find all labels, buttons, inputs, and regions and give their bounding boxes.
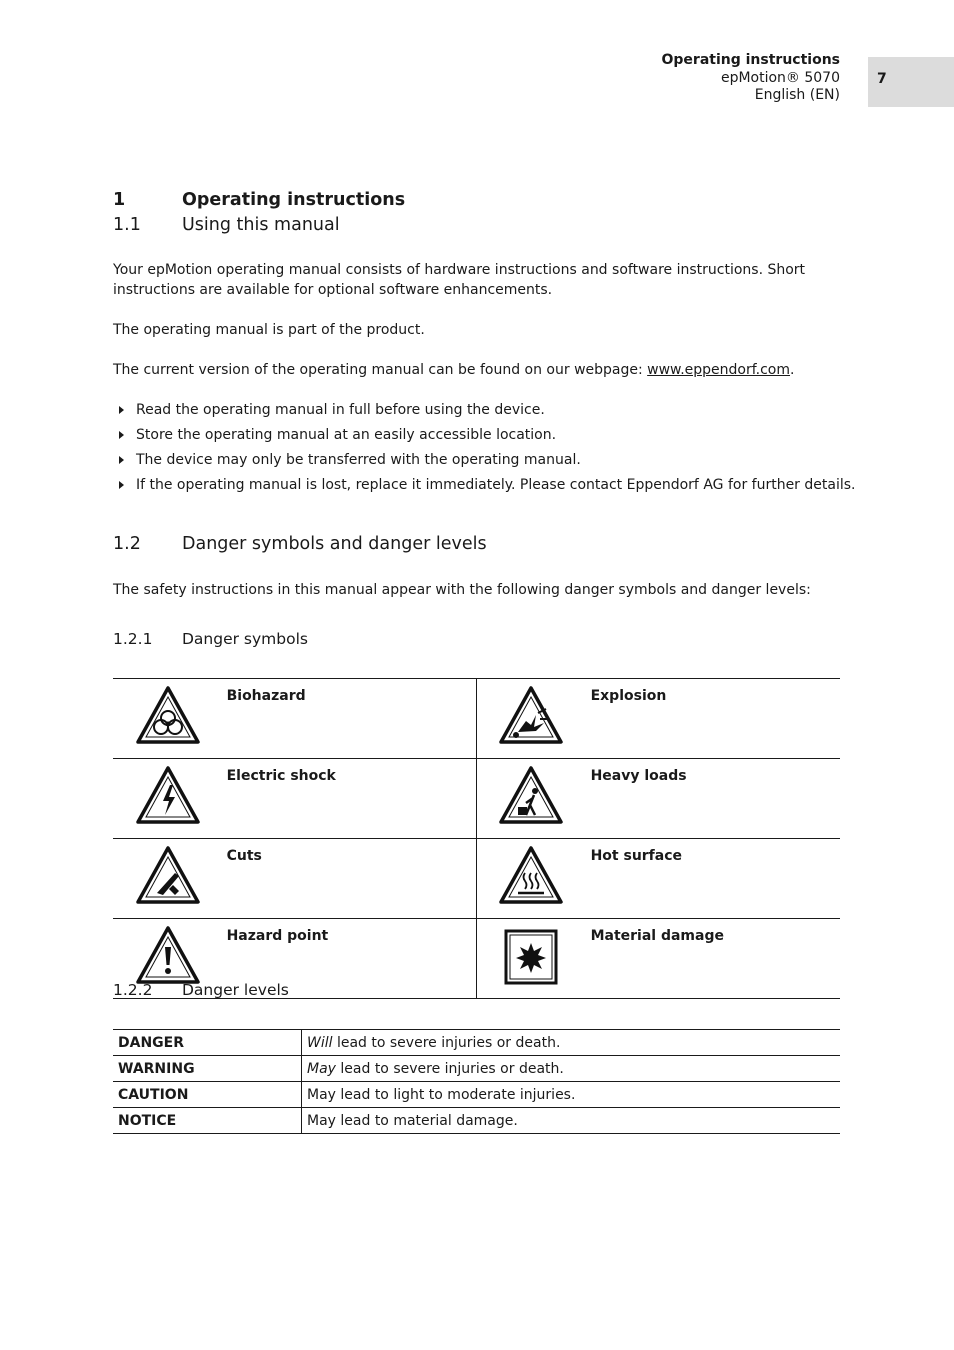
heading-number: 1.1 <box>113 215 141 235</box>
paragraph-part-of-product: The operating manual is part of the product. <box>113 322 425 338</box>
paragraph-current-version: The current version of the operating manual can be found on our webpage: www.eppendorf.com. <box>113 362 795 378</box>
heading-text: Danger levels <box>182 981 289 999</box>
header-language: English (EN) <box>754 87 840 103</box>
symbol-label: Explosion <box>591 679 840 759</box>
hazard-point-icon <box>135 925 201 985</box>
heavy-loads-icon <box>498 765 564 825</box>
danger-levels-table <box>113 1029 840 1134</box>
bullet-arrow-icon <box>119 406 124 414</box>
symbol-label: Cuts <box>227 839 477 919</box>
bullet-arrow-icon <box>119 431 124 439</box>
table-row <box>113 1056 840 1082</box>
danger-symbols-table <box>113 678 840 999</box>
table-row <box>113 1108 840 1134</box>
level-description: May lead to light to moderate injuries. <box>302 1082 841 1108</box>
header-product: epMotion® 5070 <box>720 69 840 86</box>
table-row <box>113 1082 840 1108</box>
heading-text: Danger symbols and danger levels <box>182 534 487 554</box>
page-header <box>662 52 841 105</box>
explosion-icon <box>498 685 564 745</box>
eppendorf-link[interactable]: www.eppendorf.com <box>647 362 791 378</box>
symbol-label: Hot surface <box>591 839 840 919</box>
electric-shock-icon <box>135 765 201 825</box>
heading-number: 1 <box>113 190 126 210</box>
heading-text: Danger symbols <box>182 630 308 648</box>
hot-surface-icon <box>498 845 564 905</box>
level-description: Will lead to severe injuries or death. <box>302 1030 841 1056</box>
symbol-label: Heavy loads <box>591 759 840 839</box>
page-number: 7 <box>877 71 887 87</box>
table-row <box>113 759 840 839</box>
heading-text: Using this manual <box>182 215 340 235</box>
cuts-icon <box>135 845 201 905</box>
heading-number: 1.2 <box>113 534 141 554</box>
symbol-label: Material damage <box>591 919 840 999</box>
level-description: May lead to severe injuries or death. <box>302 1056 841 1082</box>
table-row <box>113 839 840 919</box>
level-name: DANGER <box>113 1030 302 1056</box>
level-description: May lead to material damage. <box>302 1108 841 1134</box>
symbol-label: Electric shock <box>227 759 477 839</box>
page-number-tab <box>868 57 954 107</box>
level-name: WARNING <box>113 1056 302 1082</box>
paragraph-safety-intro: The safety instructions in this manual appear with the following danger symbols and danger levels: <box>113 582 811 598</box>
symbol-label: Hazard point <box>227 919 477 999</box>
symbol-label: Biohazard <box>227 679 477 759</box>
level-name: NOTICE <box>113 1108 302 1134</box>
list-item: Read the operating manual in full before using the device. <box>113 400 855 425</box>
level-name: CAUTION <box>113 1082 302 1108</box>
heading-number: 1.2.1 <box>113 630 153 648</box>
instruction-list <box>113 400 855 500</box>
list-item: Store the operating manual at an easily accessible location. <box>113 425 855 450</box>
list-item: If the operating manual is lost, replace it immediately. Please contact Eppendorf AG for further details. <box>113 475 855 500</box>
paragraph-intro: Your epMotion operating manual consists of hardware instructions and software instructions. Short instructions are available for optional software enhancements. <box>113 262 806 298</box>
table-row <box>113 1030 840 1056</box>
bullet-arrow-icon <box>119 481 124 489</box>
heading-number: 1.2.2 <box>113 981 153 999</box>
material-damage-icon <box>498 925 564 985</box>
header-title: Operating instructions <box>661 52 840 68</box>
bullet-arrow-icon <box>119 456 124 464</box>
heading-text: Operating instructions <box>182 190 406 210</box>
list-item: The device may only be transferred with the operating manual. <box>113 450 855 475</box>
biohazard-icon <box>135 685 201 745</box>
table-row <box>113 679 840 759</box>
